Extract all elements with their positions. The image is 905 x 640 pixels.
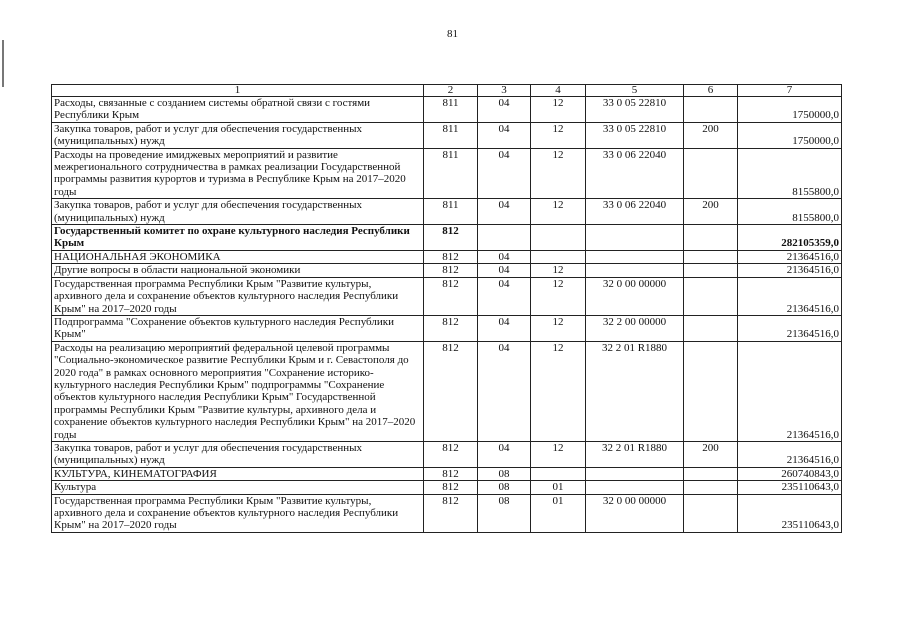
row-name-cell: НАЦИОНАЛЬНАЯ ЭКОНОМИКА [52,250,424,263]
row-csr-cell: 33 0 06 22040 [586,148,684,199]
row-amount-cell: 1750000,0 [738,122,842,148]
row-name-cell: Подпрограмма "Сохранение объектов культурного наследия Республики Крым" [52,315,424,341]
row-code-cell: 812 [424,481,478,494]
row-subsection-cell [531,225,586,251]
row-section-cell: 04 [478,97,531,123]
budget-table [51,84,842,533]
row-code-cell: 811 [424,148,478,199]
row-name-cell: Государственная программа Республики Крым "Развитие культуры, архивного дела и сохранение объектов культурного наследия Республики Крым" на 2017–2020 годы [52,494,424,532]
row-name-cell: КУЛЬТУРА, КИНЕМАТОГРАФИЯ [52,467,424,480]
row-subsection-cell: 12 [531,441,586,467]
row-amount-cell: 8155800,0 [738,148,842,199]
row-csr-cell: 32 0 00 00000 [586,277,684,315]
row-csr-cell: 33 0 06 22040 [586,199,684,225]
header-cell: 3 [478,85,531,97]
row-amount-cell: 8155800,0 [738,199,842,225]
row-csr-cell: 33 0 05 22810 [586,122,684,148]
table-row [52,441,842,467]
table-row [52,494,842,532]
row-code-cell: 812 [424,225,478,251]
row-subsection-cell: 12 [531,264,586,277]
row-csr-cell: 32 2 00 00000 [586,315,684,341]
row-section-cell: 04 [478,341,531,441]
row-section-cell: 04 [478,122,531,148]
row-code-cell: 812 [424,264,478,277]
row-amount-cell: 21364516,0 [738,277,842,315]
row-csr-cell [586,225,684,251]
row-subsection-cell: 12 [531,199,586,225]
row-amount-cell: 21364516,0 [738,441,842,467]
page-edge-mark [2,40,4,87]
row-name-cell: Закупка товаров, работ и услуг для обеспечения государственных (муниципальных) нужд [52,441,424,467]
row-name-cell: Государственный комитет по охране культурного наследия Республики Крым [52,225,424,251]
table-row [52,225,842,251]
row-vr-cell [684,250,738,263]
row-subsection-cell: 01 [531,481,586,494]
table-row [52,264,842,277]
row-amount-cell: 235110643,0 [738,481,842,494]
table-row [52,97,842,123]
row-amount-cell: 282105359,0 [738,225,842,251]
table-row [52,148,842,199]
row-section-cell: 08 [478,467,531,480]
row-csr-cell [586,481,684,494]
row-amount-cell: 21364516,0 [738,264,842,277]
row-vr-cell [684,315,738,341]
header-cell: 1 [52,85,424,97]
row-section-cell [478,225,531,251]
row-name-cell: Культура [52,481,424,494]
table-row [52,250,842,263]
row-vr-cell [684,277,738,315]
row-name-cell: Расходы на проведение имиджевых мероприятий и развитие межрегионального сотрудничества в рамках реализации Государственной программы развития курортов и туризма в Республике Крым на 2017–2020 годы [52,148,424,199]
row-amount-cell: 260740843,0 [738,467,842,480]
row-subsection-cell: 12 [531,315,586,341]
header-cell: 7 [738,85,842,97]
table-row [52,315,842,341]
row-subsection-cell [531,467,586,480]
row-section-cell: 04 [478,277,531,315]
row-code-cell: 812 [424,250,478,263]
row-code-cell: 812 [424,441,478,467]
row-subsection-cell: 12 [531,277,586,315]
row-vr-cell [684,225,738,251]
row-vr-cell: 200 [684,199,738,225]
table-row [52,481,842,494]
row-amount-cell: 21364516,0 [738,315,842,341]
row-code-cell: 812 [424,494,478,532]
table-row [52,341,842,441]
table-body [52,97,842,533]
row-section-cell: 04 [478,264,531,277]
row-code-cell: 811 [424,199,478,225]
row-section-cell: 04 [478,441,531,467]
row-amount-cell: 235110643,0 [738,494,842,532]
table-header-row [52,85,842,97]
row-section-cell: 04 [478,315,531,341]
row-amount-cell: 21364516,0 [738,250,842,263]
row-vr-cell [684,264,738,277]
row-subsection-cell: 12 [531,97,586,123]
row-name-cell: Другие вопросы в области национальной экономики [52,264,424,277]
row-amount-cell: 21364516,0 [738,341,842,441]
row-vr-cell [684,97,738,123]
row-section-cell: 04 [478,199,531,225]
row-amount-cell: 1750000,0 [738,97,842,123]
row-csr-cell: 32 0 00 00000 [586,494,684,532]
row-vr-cell [684,494,738,532]
row-csr-cell: 33 0 05 22810 [586,97,684,123]
row-name-cell: Государственная программа Республики Крым "Развитие культуры, архивного дела и сохранение объектов культурного наследия Республики Крым" на 2017–2020 годы [52,277,424,315]
row-subsection-cell: 12 [531,148,586,199]
page-number: 81 [447,28,458,40]
row-subsection-cell: 01 [531,494,586,532]
row-name-cell: Закупка товаров, работ и услуг для обеспечения государственных (муниципальных) нужд [52,199,424,225]
header-cell: 2 [424,85,478,97]
row-csr-cell [586,467,684,480]
row-section-cell: 04 [478,148,531,199]
row-code-cell: 812 [424,277,478,315]
row-subsection-cell [531,250,586,263]
row-code-cell: 812 [424,315,478,341]
row-vr-cell [684,148,738,199]
header-cell: 5 [586,85,684,97]
row-name-cell: Расходы на реализацию мероприятий федеральной целевой программы "Социально-экономическое развитие Республики Крым и г. Севастополя до 2020 года" в рамках основного мероприятия "Сохранение историко-культурного наследия Республики Крым" подпрограммы "Сохранение объектов культурного наследия Республики Крым" Государственной программы Республики Крым "Развитие культуры, архивного дела и сохранение объектов культурного наследия Республики Крым" на 2017–2020 годы [52,341,424,441]
table-row [52,467,842,480]
header-cell: 6 [684,85,738,97]
table-row [52,122,842,148]
row-section-cell: 04 [478,250,531,263]
row-vr-cell: 200 [684,122,738,148]
row-subsection-cell: 12 [531,122,586,148]
header-cell: 4 [531,85,586,97]
table-row [52,199,842,225]
row-vr-cell [684,467,738,480]
row-name-cell: Расходы, связанные с созданием системы обратной связи с гостями Республики Крым [52,97,424,123]
row-code-cell: 811 [424,97,478,123]
row-csr-cell [586,264,684,277]
row-section-cell: 08 [478,494,531,532]
row-code-cell: 812 [424,341,478,441]
row-code-cell: 812 [424,467,478,480]
row-csr-cell [586,250,684,263]
row-csr-cell: 32 2 01 R1880 [586,441,684,467]
row-vr-cell: 200 [684,441,738,467]
row-vr-cell [684,341,738,441]
row-name-cell: Закупка товаров, работ и услуг для обеспечения государственных (муниципальных) нужд [52,122,424,148]
row-subsection-cell: 12 [531,341,586,441]
row-vr-cell [684,481,738,494]
row-csr-cell: 32 2 01 R1880 [586,341,684,441]
row-code-cell: 811 [424,122,478,148]
table-row [52,277,842,315]
row-section-cell: 08 [478,481,531,494]
